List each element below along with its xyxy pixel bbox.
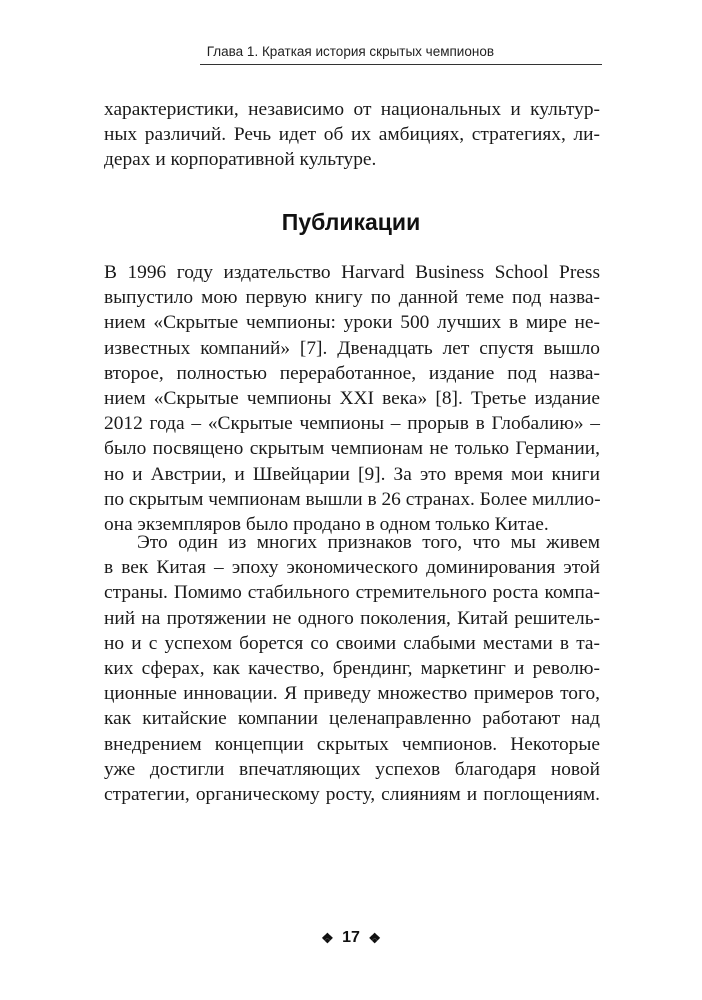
text-line: страны. Помимо стабильного стремительного роста компа- — [104, 582, 600, 604]
text-line: В 1996 году издательство Harvard Business School Press — [104, 262, 600, 283]
text-line: было посвящено скрытым чемпионам не только Германии, — [104, 438, 600, 460]
text-line: она экземпляров было продано в одном только Китае. — [104, 514, 549, 536]
text-line: Это один из многих признаков того, что мы живем — [137, 532, 600, 553]
text-line: но и с успехом борется со своими слабыми местами в та- — [104, 632, 600, 654]
text-line: по скрытым чемпионам вышли в 26 странах. Более миллио- — [104, 488, 601, 510]
text-line: дерах и корпоративной культуре. — [104, 149, 377, 171]
text-line: второе, полностью переработанное, издание под назва- — [104, 362, 600, 384]
text-line: нием «Скрытые чемпионы XXI века» [8]. Третье издание — [104, 388, 600, 410]
text-line: известных компаний» [7]. Двенадцать лет спустя вышло — [104, 337, 600, 359]
section-heading: Публикации — [281, 209, 421, 235]
text-line: ких сферах, как качество, брендинг, маркетинг и револю- — [104, 658, 600, 680]
text-line: ных различий. Речь идет об их амбициях, стратегиях, ли- — [104, 124, 600, 146]
paragraph-publications — [104, 260, 600, 537]
text-line: уже достигли впечатляющих успехов благодаря новой — [104, 758, 600, 780]
text-line: как китайские компании целенаправленно работают над — [104, 708, 600, 730]
text-line: внедрением концепции скрытых чемпионов. Некоторые — [104, 733, 600, 755]
text-line: ционные инновации. Я приведу множество примеров того, — [104, 683, 600, 705]
text-line: но и Австрии, и Швейцарии [9]. За это время мои книги — [104, 463, 600, 485]
paragraph-continuation — [104, 97, 600, 173]
text-line: выпустило мою первую книгу по данной теме под назва- — [104, 287, 600, 309]
page-number: 17 — [342, 929, 360, 946]
text-line: характеристики, независимо от национальных и культур- — [104, 99, 600, 120]
text-line: в век Китая – эпоху экономического доминирования этой — [104, 557, 600, 579]
text-line: нием «Скрытые чемпионы: уроки 500 лучших в мире не- — [104, 312, 600, 334]
text-line: 2012 года – «Скрытые чемпионы – прорыв в Глобалию» – — [104, 413, 600, 435]
text-line: стратегии, органическому росту, слияниям и поглощениям. — [104, 784, 600, 806]
ornament-left-icon: ❖ — [321, 929, 334, 946]
text-line: ний на протяжении не одного поколения, Китай решитель- — [104, 607, 600, 629]
ornament-right-icon: ❖ — [368, 929, 381, 946]
running-header: Глава 1. Краткая история скрытых чемпионов — [206, 44, 494, 59]
page-footer — [0, 929, 702, 947]
header-rule — [200, 64, 602, 65]
paragraph-china — [104, 530, 600, 807]
